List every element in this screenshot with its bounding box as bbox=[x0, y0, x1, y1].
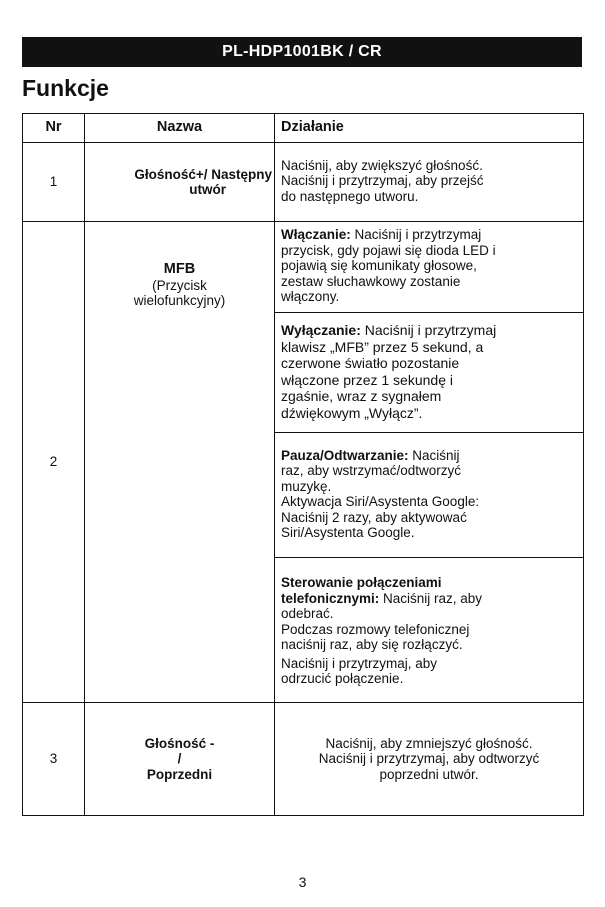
row-name bbox=[85, 222, 275, 703]
desc-line: Naciśnij i przytrzymaj, aby odtworzyć bbox=[318, 751, 540, 767]
row-number: 3 bbox=[23, 703, 85, 816]
name-line: Głośność - bbox=[144, 735, 215, 751]
table-header-row bbox=[23, 114, 584, 143]
header-nr: Nr bbox=[23, 114, 85, 143]
desc-line: Aktywacja Siri/Asystenta Google: bbox=[281, 494, 480, 509]
desc-text: Naciśnij raz, aby bbox=[379, 590, 483, 606]
desc-line: odrzucić połączenie. bbox=[281, 671, 404, 687]
sub-description-power-off bbox=[275, 313, 584, 433]
table-row bbox=[23, 222, 584, 313]
desc-line: Podczas rozmowy telefonicznej bbox=[281, 621, 470, 637]
desc-line bbox=[281, 227, 577, 243]
section-title: Funkcje bbox=[22, 75, 109, 101]
desc-line: dźwiękowym „Wyłącz”. bbox=[281, 404, 423, 421]
row-description bbox=[275, 143, 584, 222]
desc-label: Sterowanie połączeniami bbox=[281, 575, 442, 591]
desc-line: Naciśnij i przytrzymaj, aby bbox=[281, 655, 438, 671]
desc-line: Naciśnij, aby zwiększyć głośność. bbox=[281, 157, 483, 173]
sub-description-power-on bbox=[275, 222, 584, 313]
desc-line: odebrać. bbox=[281, 606, 334, 622]
document-header-bar bbox=[22, 37, 582, 67]
header-dzialanie: Działanie bbox=[275, 114, 584, 143]
desc-line: raz, aby wstrzymać/odtworzyć bbox=[281, 463, 462, 478]
sub-description-call-control bbox=[275, 558, 584, 703]
desc-line: włączony. bbox=[281, 289, 340, 305]
name-line: utwór bbox=[189, 182, 226, 197]
name-line: MFB bbox=[163, 261, 196, 277]
name-line: wielofunkcyjny) bbox=[133, 293, 226, 308]
desc-line bbox=[281, 591, 577, 607]
desc-line: Naciśnij i przytrzymaj, aby przejść bbox=[281, 173, 484, 189]
desc-line: naciśnij raz, aby się rozłączyć. bbox=[281, 637, 463, 653]
desc-line: zestaw słuchawkowy zostanie bbox=[281, 273, 461, 289]
name-line: / bbox=[177, 751, 182, 767]
document-header-title: PL-HDP1001BK / CR bbox=[222, 43, 382, 60]
desc-line: do następnego utworu. bbox=[281, 188, 419, 204]
desc-line: włączone przez 1 sekundę i bbox=[281, 371, 453, 388]
row-name bbox=[85, 703, 275, 816]
desc-line: Naciśnij 2 razy, aby aktywować bbox=[281, 509, 467, 525]
desc-text: Naciśnij i przytrzymaj bbox=[350, 227, 482, 243]
header-nazwa: Nazwa bbox=[85, 114, 275, 143]
table-row bbox=[23, 703, 584, 816]
desc-line: pojawią się komunikaty głosowe, bbox=[281, 258, 477, 274]
row-number: 1 bbox=[23, 143, 85, 222]
desc-line: przycisk, gdy pojawi się dioda LED i bbox=[281, 242, 496, 258]
name-line: Głośność+/ Następny bbox=[134, 166, 272, 182]
sub-description-play-pause bbox=[275, 433, 584, 558]
desc-line: czerwone światło pozostanie bbox=[281, 355, 460, 371]
desc-line: muzykę. bbox=[281, 478, 332, 494]
page-number: 3 bbox=[298, 874, 307, 890]
desc-line: klawisz „MFB” przez 5 sekund, a bbox=[281, 338, 484, 355]
desc-line: zgaśnie, wraz z sygnałem bbox=[281, 388, 442, 404]
desc-label: Włączanie: bbox=[281, 227, 351, 243]
name-line: Poprzedni bbox=[146, 766, 213, 782]
desc-text: Naciśnij bbox=[408, 447, 460, 463]
table-row bbox=[23, 143, 584, 222]
name-line: (Przycisk bbox=[152, 277, 207, 293]
desc-line: Siri/Asystenta Google. bbox=[281, 525, 415, 540]
row-description bbox=[275, 703, 584, 816]
desc-label: telefonicznymi: bbox=[281, 590, 380, 606]
desc-line bbox=[281, 322, 577, 339]
desc-line: Naciśnij, aby zmniejszyć głośność. bbox=[325, 735, 533, 751]
desc-text: Naciśnij i przytrzymaj bbox=[360, 322, 497, 338]
row-number: 2 bbox=[23, 222, 85, 703]
row-name bbox=[85, 143, 275, 222]
desc-line: poprzedni utwór. bbox=[379, 766, 479, 782]
functions-table bbox=[22, 113, 584, 816]
desc-label: Pauza/Odtwarzanie: bbox=[281, 447, 409, 463]
desc-line bbox=[281, 448, 577, 464]
desc-label: Wyłączanie: bbox=[281, 322, 361, 338]
